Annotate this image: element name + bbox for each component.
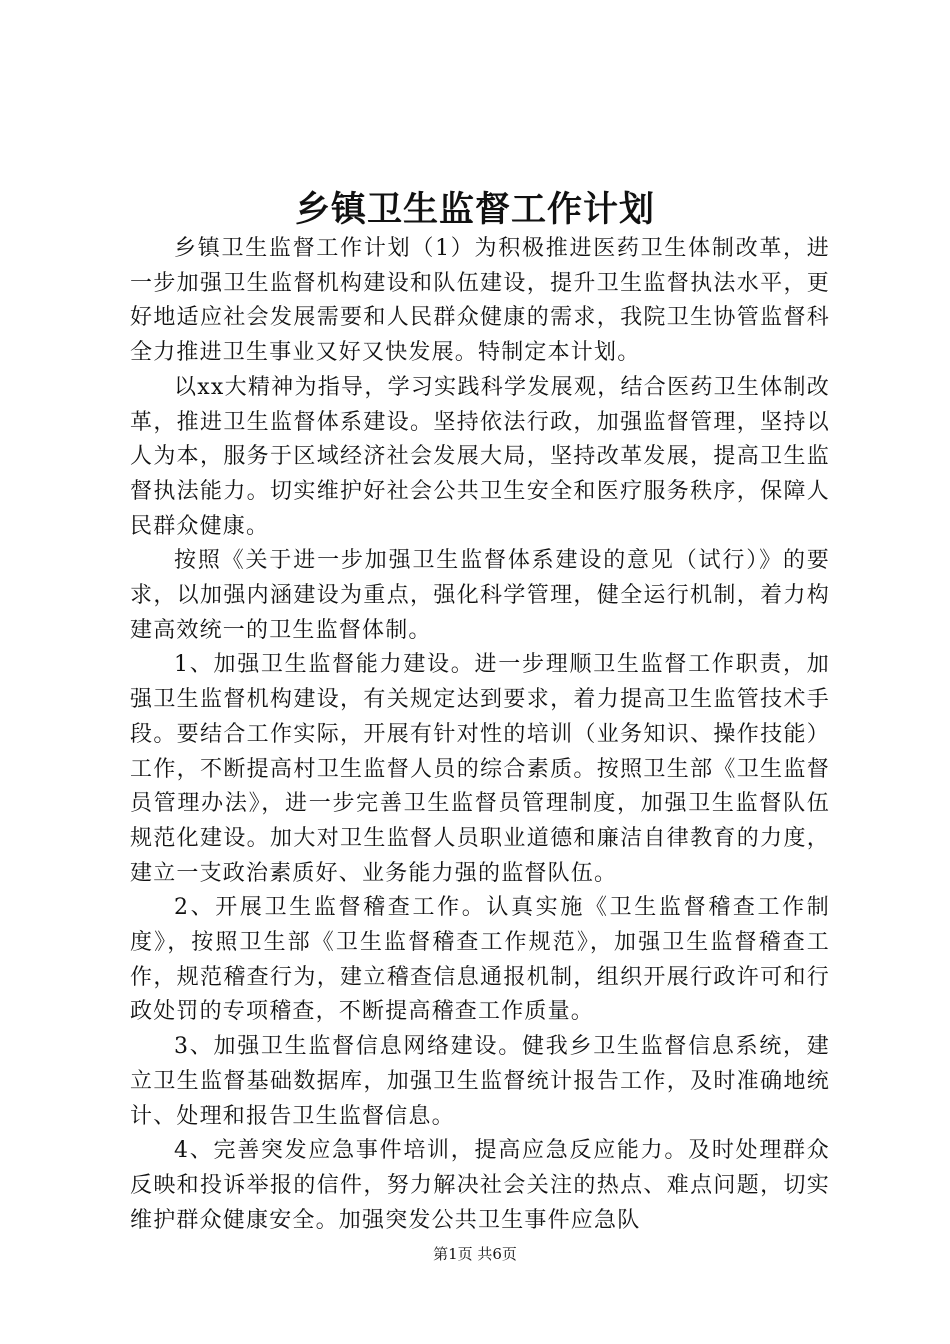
page-number-footer: 第1页 共6页 — [433, 1245, 517, 1263]
document-title: 乡镇卫生监督工作计划 — [294, 189, 655, 230]
paragraph-item-1: 1、加强卫生监督能力建设。进一步理顺卫生监督工作职责，加强卫生监督机构建设，有关规定达到要求，着力提高卫生监管技术手段。要结合工作实际，开展有针对性的培训（业务知识、操作技能）工作，不断提高村卫生监督人员的综合素质。按照卫生部《卫生监督员管理办法》，进一步完善卫生监督员管理制度，加强卫生监督队伍规范化建设。加大对卫生监督人员职业道德和廉洁自律教育的力度，建立一支政治素质好、业务能力强的监督队伍。 — [130, 652, 830, 886]
paragraph-item-3: 3、加强卫生监督信息网络建设。健我乡卫生监督信息系统，建立卫生监督基础数据库，加强卫生监督统计报告工作，及时准确地统计、处理和报告卫生监督信息。 — [130, 1034, 830, 1129]
paragraph-item-2: 2、开展卫生监督稽查工作。认真实施《卫生监督稽查工作制度》，按照卫生部《卫生监督稽查工作规范》，加强卫生监督稽查工作，规范稽查行为，建立稽查信息通报机制，组织开展行政许可和行政处罚的专项稽查，不断提高稽查工作质量。 — [130, 895, 830, 1025]
document-body — [130, 232, 830, 1238]
paragraph-intro: 乡镇卫生监督工作计划（1）为积极推进医药卫生体制改革，进一步加强卫生监督机构建设和队伍建设，提升卫生监督执法水平，更好地适应社会发展需要和人民群众健康的需求，我院卫生协管监督科全力推进卫生事业又好又快发展。特制定本计划。 — [130, 236, 830, 366]
paragraph-guiding-principle: 以xx大精神为指导，学习实践科学发展观，结合医药卫生体制改革，推进卫生监督体系建设。坚持依法行政，加强监督管理，坚持以人为本，服务于区域经济社会发展大局，坚持改革发展，提高卫生监督执法能力。切实维护好社会公共卫生安全和医疗服务秩序，保障人民群众健康。 — [130, 374, 830, 539]
paragraph-requirements: 按照《关于进一步加强卫生监督体系建设的意见（试行）》的要求，以加强内涵建设为重点，强化科学管理，健全运行机制，着力构建高效统一的卫生监督体制。 — [130, 548, 830, 643]
paragraph-item-4: 4、完善突发应急事件培训，提高应急反应能力。及时处理群众反映和投诉举报的信件，努力解决社会关注的热点、难点问题，切实维护群众健康安全。加强突发公共卫生事件应急队 — [130, 1138, 830, 1233]
